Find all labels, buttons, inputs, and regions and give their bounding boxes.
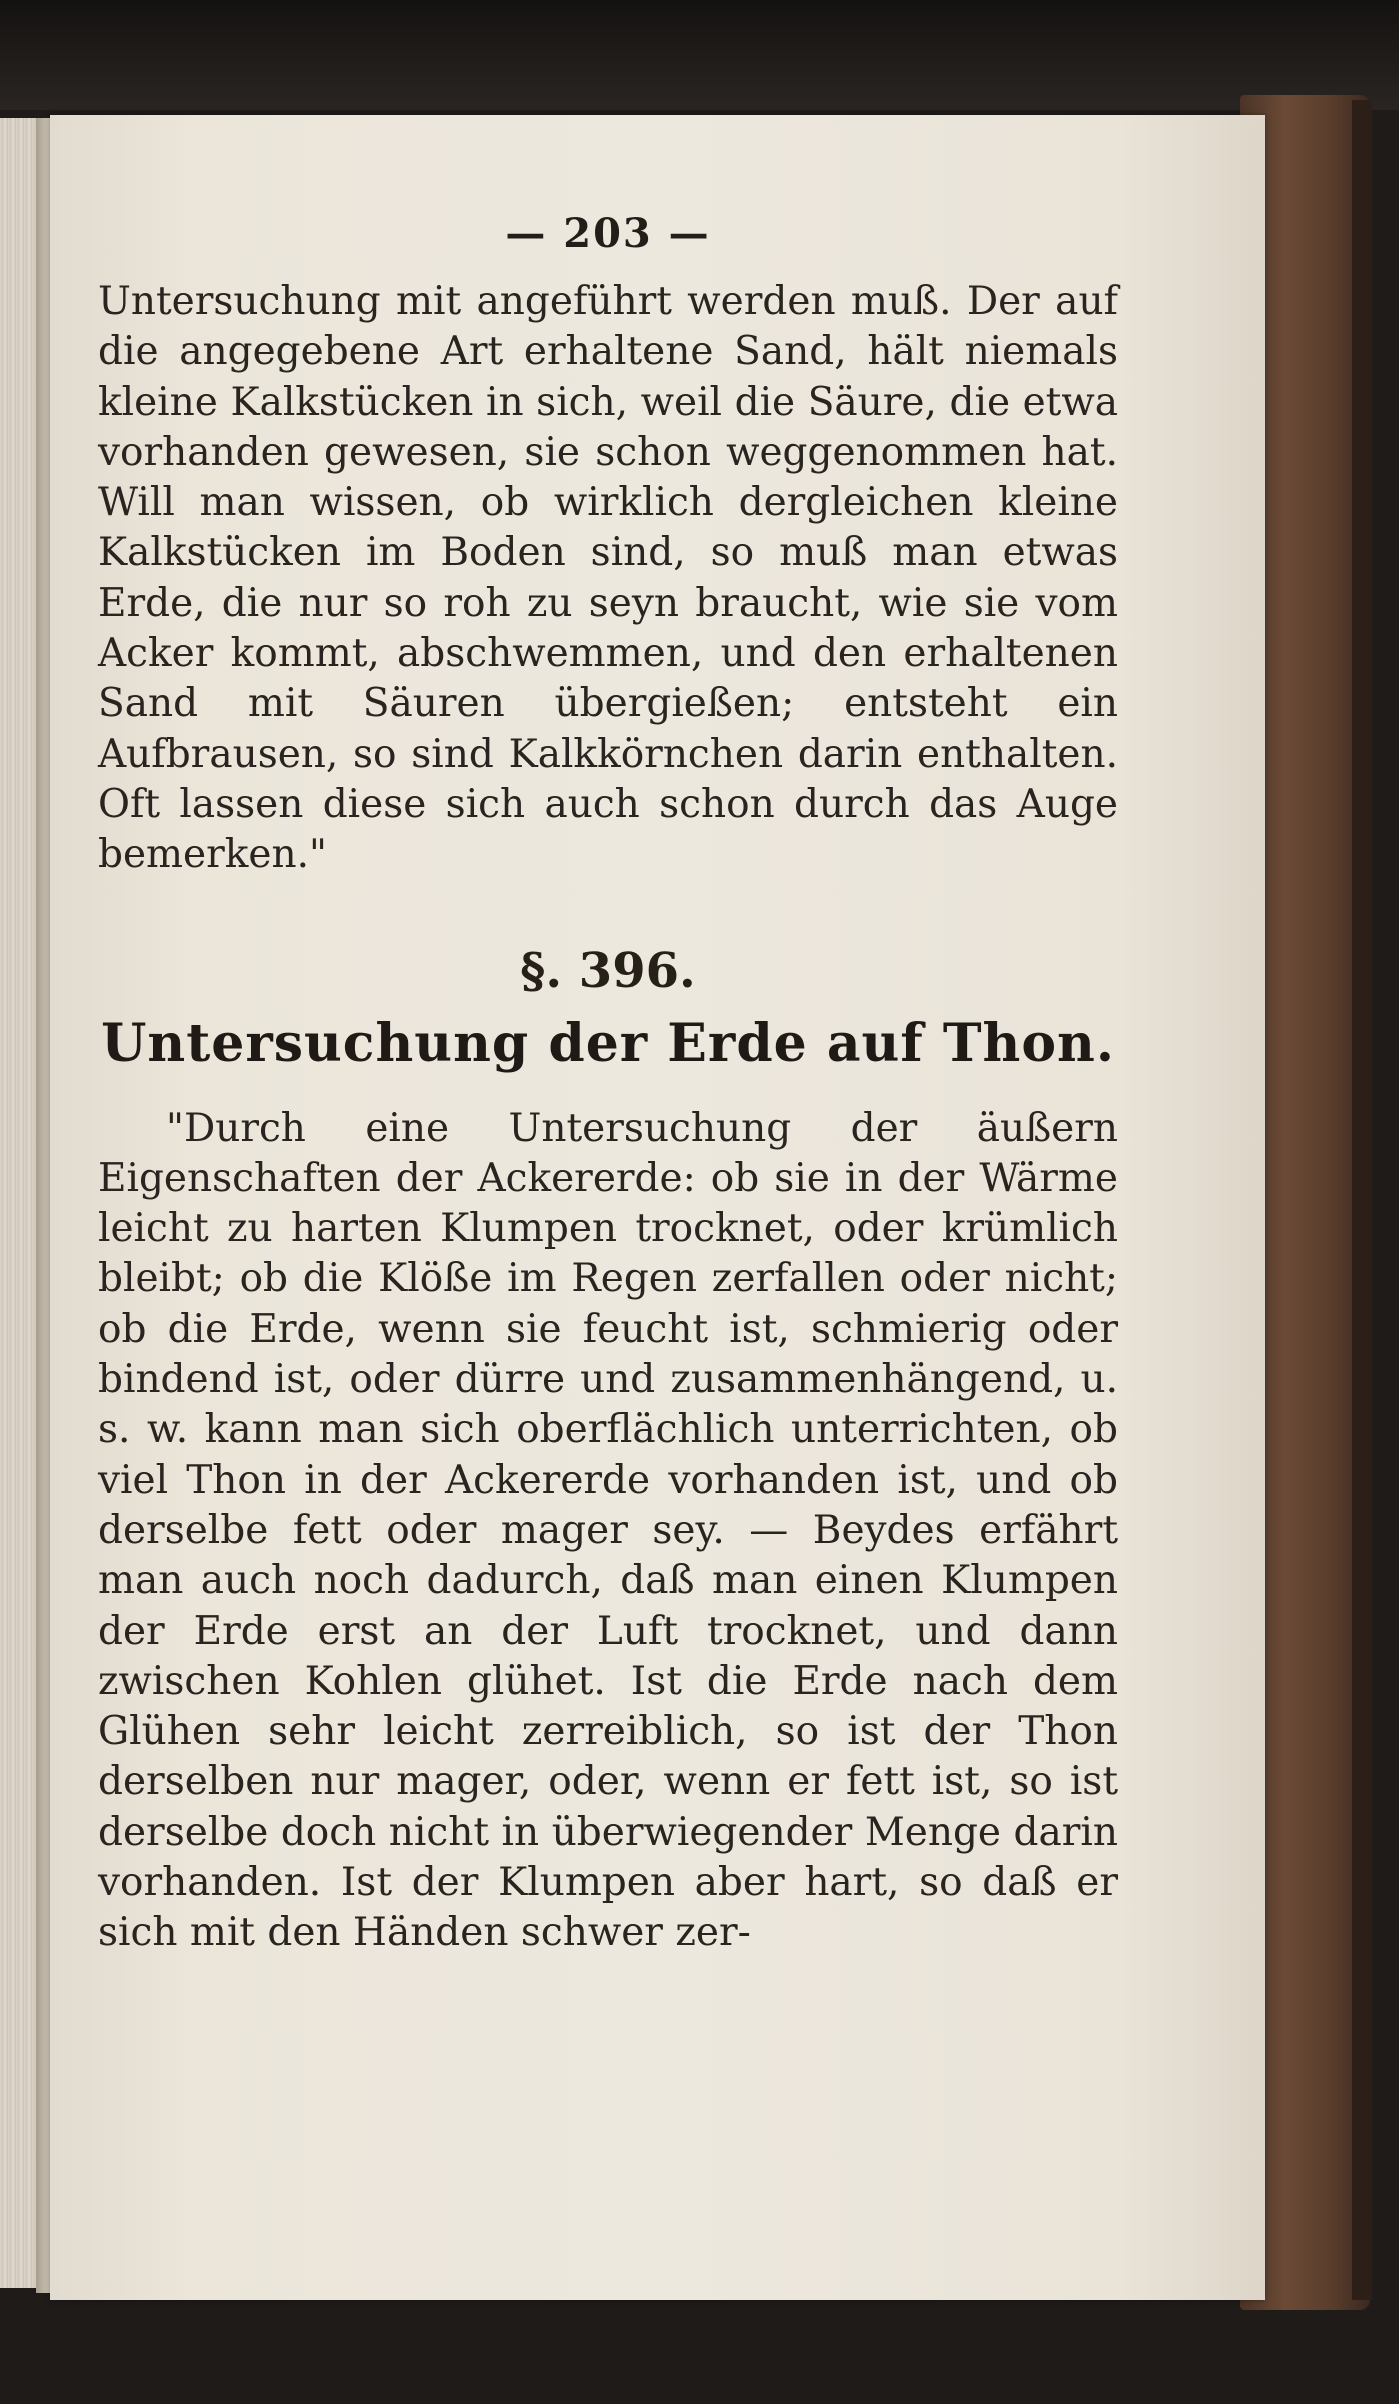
page-stack-left (0, 118, 40, 2288)
page-content (98, 210, 1118, 1959)
paragraph-section-body: "Durch eine Untersuchung der äußern Eigenschaften der Ackererde: ob sie in der Wärme leicht zu harten Klumpen trocknet, oder krümlich bleibt; ob die Klöße im Regen zerfallen oder nicht; ob die Erde, wenn sie feucht ist, schmierig oder bindend ist, oder dürre und zusammenhängend, u. s. w. kann man sich oberflächlich unterrichten, ob viel Thon in der Ackererde vorhanden ist, und ob derselbe fett oder mager sey. — Beydes erfährt man auch noch dadurch, daß man einen Klumpen der Erde erst an der Luft trocknet, und dann zwischen Kohlen glühet. Ist die Erde nach dem Glühen sehr leicht zerreiblich, so ist der Thon derselben nur mager, oder, wenn er fett ist, so ist derselbe doch nicht in überwiegender Menge darin vorhanden. Ist der Klumpen aber hart, so daß er sich mit den Händen schwer zer- (98, 1105, 1118, 1956)
book-cover-edge (1352, 100, 1372, 2300)
page-number: — 203 — (505, 210, 711, 257)
book-page (50, 115, 1265, 2300)
paragraph-continued: Untersuchung mit angeführt werden muß. Der auf die angegebene Art erhaltene Sand, hält niemals kleine Kalkstücken in sich, weil die Säure, die etwa vorhanden gewesen, sie schon weggenommen hat. Will man wissen, ob wirklich dergleichen kleine Kalkstücken im Boden sind, so muß man etwas Erde, die nur so roh zu seyn braucht, wie sie vom Acker kommt, abschwemmen, und den erhaltenen Sand mit Säuren übergießen; entsteht ein Aufbrausen, so sind Kalkkörnchen darin enthalten. Oft lassen diese sich auch schon durch das Auge bemerken." (98, 279, 1118, 878)
background-top (0, 0, 1399, 110)
section-title: Untersuchung der Erde auf Thon. (101, 1012, 1115, 1074)
section-number: §. 396. (520, 942, 696, 999)
